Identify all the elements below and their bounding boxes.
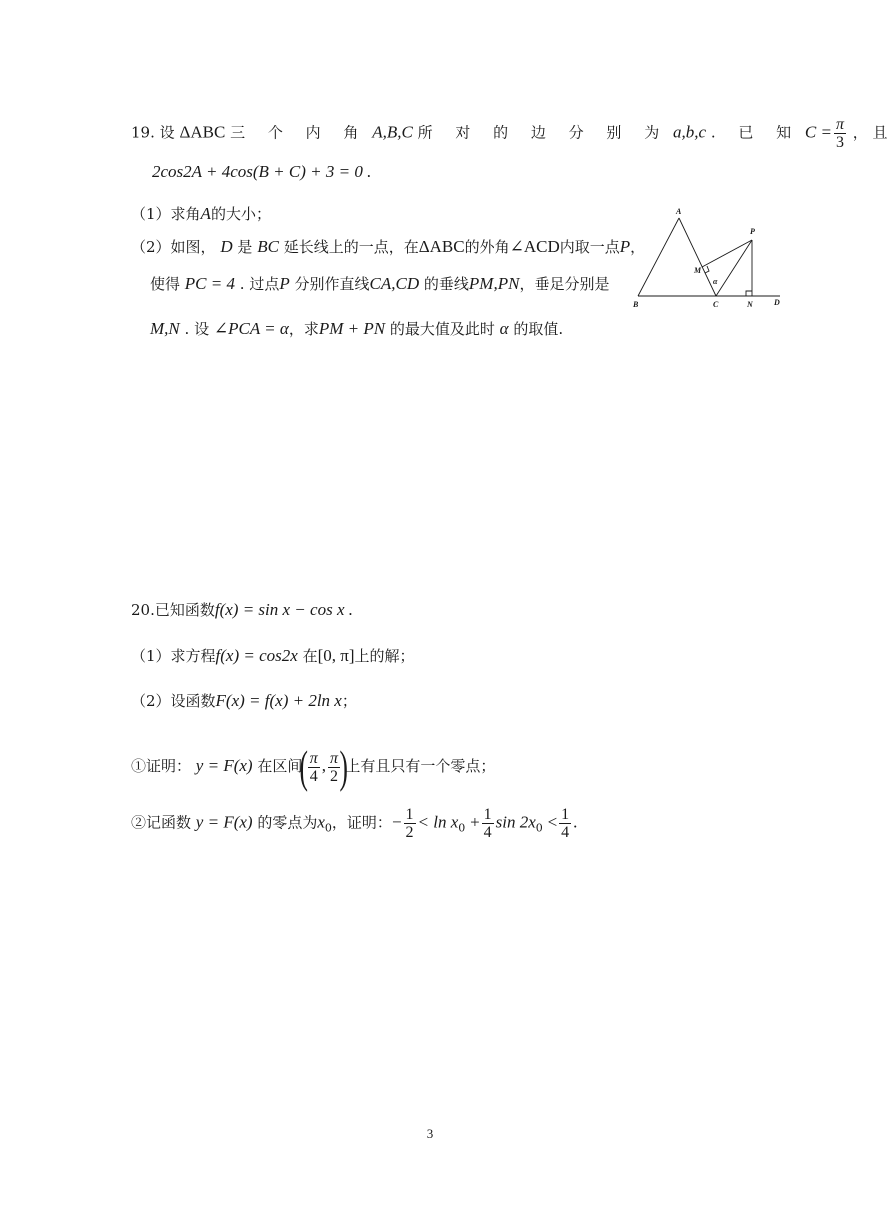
right-paren: )	[339, 741, 348, 792]
q19-line1: 19. 设 ΔABC 三 个 内 角 A,B,C 所 对 的 边 分 别 为 a,b,c . 已 知 C = $\frac{\pi}{3}$ ， 且	[131, 116, 888, 151]
segment-cp	[716, 240, 752, 296]
page-number: 3	[426, 1126, 434, 1141]
triangle-figure	[630, 203, 790, 313]
label-m: M	[694, 266, 702, 275]
q20-claim2: ②记函数 y = F(x) 的零点为$x_0$，证明：− $\frac{1}{2}$ < $\ln x_0$ + $\frac{1}{4}$ $\sin 2x_0$ < $\frac{1}{4}$ .	[131, 806, 578, 841]
q20-part1: （1）求方程f(x) = cos2x 在[0, π]上的解；	[131, 646, 415, 665]
q19-part2-line1: （2）如图， D 是 BC 延长线上的一点，在ΔABC的外角∠ACD内取一点P，	[131, 237, 646, 256]
label-p: P	[750, 227, 755, 236]
label-alpha: α	[713, 277, 718, 286]
left-paren: (	[299, 741, 309, 792]
q19-part2-line3: M,N . 设 ∠PCA = α，求PM + PN 的最大值及此时 α 的取值.	[150, 319, 564, 338]
q19-number: 19.	[131, 123, 155, 142]
label-b: B	[633, 300, 639, 309]
label-d: D	[774, 298, 780, 307]
label-n: N	[747, 300, 753, 309]
right-angle-m	[705, 266, 709, 273]
q20-part2: （2）设函数F(x) = f(x) + 2ln x；	[131, 691, 357, 710]
q19-equation: 2cos2A + 4cos(B + C) + 3 = 0 .	[152, 162, 372, 181]
right-angle-n	[746, 291, 752, 296]
q20-claim1: ①证明： y = F(x) 在区间( $\frac{\pi}{4}$ , $\frac{\pi}{2}$ )上有且只有一个零点；	[131, 741, 496, 792]
q20-number: 20.已知函数	[131, 601, 215, 619]
label-c: C	[713, 300, 719, 309]
side-ac	[679, 218, 716, 296]
segment-pm	[702, 240, 752, 267]
pi-over-3: $\frac{\pi}{3}$	[835, 116, 844, 151]
q19-part2-line2: 使得 PC = 4 . 过点P 分别作直线CA,CD 的垂线PM,PN，垂足分别是	[150, 274, 610, 293]
side-ab	[638, 218, 679, 296]
q19-part1: （1）求角A的大小；	[131, 204, 271, 223]
q20-line1: 20.已知函数f(x) = sin x − cos x .	[131, 600, 353, 619]
label-a: A	[676, 207, 682, 216]
